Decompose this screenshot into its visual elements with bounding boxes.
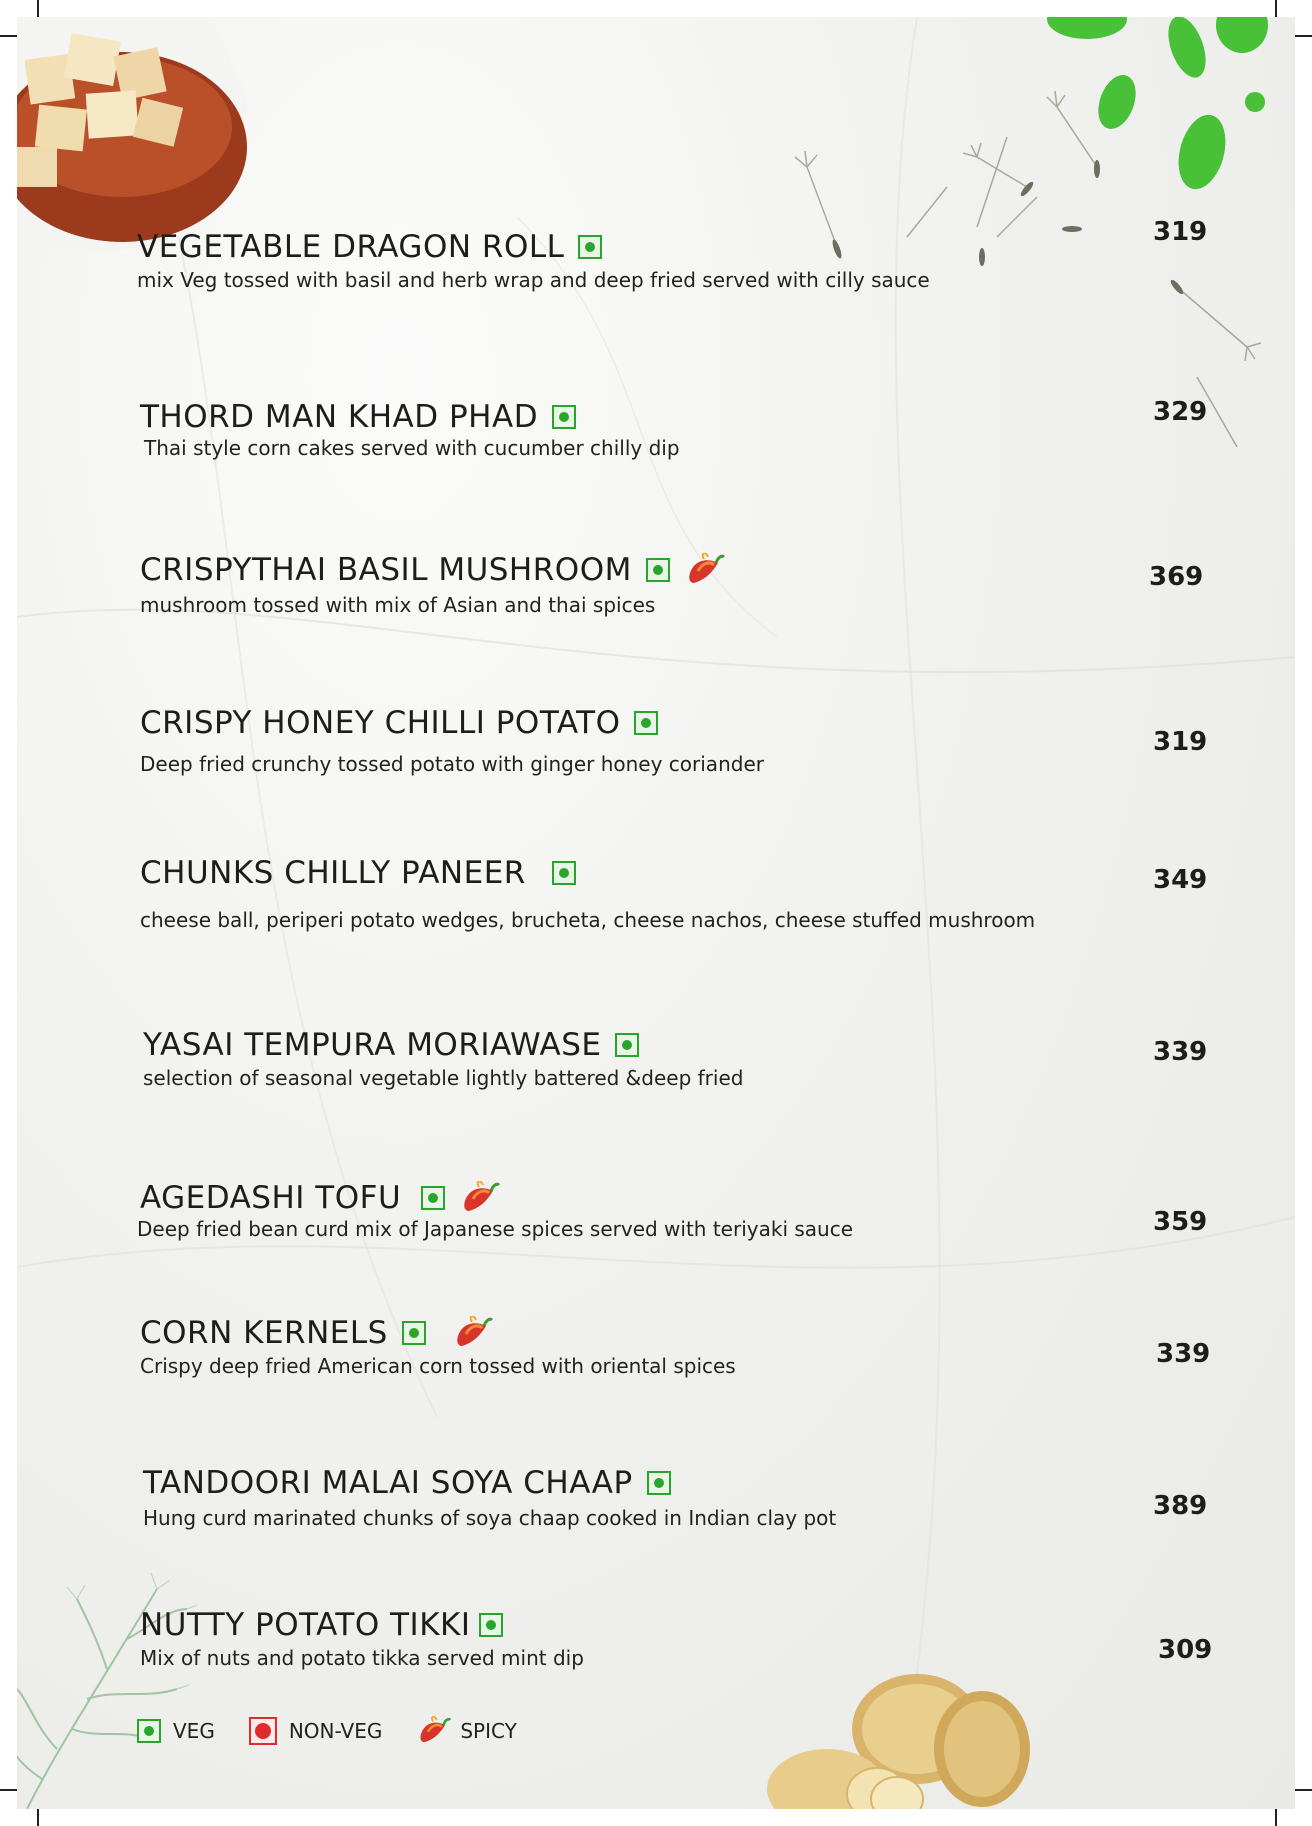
item-price: 339 <box>1153 1037 1208 1067</box>
crop-mark <box>1275 1808 1277 1826</box>
menu-item <box>140 552 1220 619</box>
menu-item <box>137 1180 1220 1243</box>
veg-icon <box>552 861 576 885</box>
item-price: 329 <box>1153 397 1208 427</box>
item-name: CHUNKS CHILLY PANEER <box>140 855 526 891</box>
item-description: Hung curd marinated chunks of soya chaap cooked in Indian clay pot <box>143 1506 837 1530</box>
item-name: TANDOORI MALAI SOYA CHAAP <box>143 1465 633 1501</box>
crop-mark <box>1294 35 1312 37</box>
crop-mark <box>0 35 18 37</box>
legend-non-veg-label: NON-VEG <box>288 1719 383 1743</box>
item-price: 389 <box>1153 1491 1208 1521</box>
item-description: Deep fried bean curd mix of Japanese spices served with teriyaki sauce <box>137 1217 854 1241</box>
chili-icon <box>459 1181 501 1215</box>
menu-item <box>140 1465 1220 1532</box>
menu-item <box>140 1315 1220 1380</box>
item-name: CORN KERNELS <box>140 1315 388 1351</box>
veg-icon <box>646 558 670 582</box>
legend-spicy-label: SPICY <box>460 1719 517 1743</box>
veg-icon <box>137 1719 161 1743</box>
chili-icon <box>452 1316 494 1350</box>
chili-icon <box>684 553 726 587</box>
item-price: 319 <box>1153 217 1208 247</box>
item-description: Mix of nuts and potato tikka served mint dip <box>140 1646 584 1670</box>
menu-item <box>137 229 1217 294</box>
veg-icon <box>578 235 602 259</box>
veg-icon <box>552 405 576 429</box>
veg-icon <box>421 1186 445 1210</box>
potato-image <box>767 1669 1037 1809</box>
menu-item <box>140 1027 1220 1092</box>
item-price: 339 <box>1156 1339 1211 1369</box>
veg-icon <box>647 1471 671 1495</box>
crop-mark <box>0 1789 18 1791</box>
paneer-bowl-image <box>17 17 257 262</box>
crop-mark <box>37 1808 39 1826</box>
chili-icon <box>416 1716 452 1746</box>
menu-item <box>140 399 1220 462</box>
item-name: CRISPYTHAI BASIL MUSHROOM <box>140 552 632 588</box>
menu-item <box>140 1607 1220 1672</box>
veg-icon <box>615 1033 639 1057</box>
item-description: mix Veg tossed with basil and herb wrap and deep fried served with cilly sauce <box>137 268 930 292</box>
item-name: AGEDASHI TOFU <box>140 1180 402 1216</box>
item-price: 309 <box>1158 1635 1213 1665</box>
menu-item <box>140 855 1220 933</box>
non-veg-icon <box>249 1717 277 1745</box>
item-description: cheese ball, periperi potato wedges, brucheta, cheese nachos, cheese stuffed mushroom <box>140 908 1036 932</box>
legend <box>137 1716 539 1746</box>
crop-mark <box>37 0 39 18</box>
item-price: 319 <box>1153 727 1208 757</box>
item-description: selection of seasonal vegetable lightly battered &deep fried <box>143 1066 744 1090</box>
item-description: Crispy deep fried American corn tossed with oriental spices <box>140 1354 736 1378</box>
item-description: Deep fried crunchy tossed potato with ginger honey coriander <box>140 752 764 776</box>
item-price: 359 <box>1153 1207 1208 1237</box>
item-name: THORD MAN KHAD PHAD <box>140 399 539 435</box>
veg-icon <box>479 1613 503 1637</box>
menu-page <box>17 17 1295 1809</box>
crop-mark <box>1275 0 1277 18</box>
crop-mark <box>1294 1789 1312 1791</box>
item-price: 349 <box>1153 865 1208 895</box>
item-price: 369 <box>1149 562 1204 592</box>
item-name: VEGETABLE DRAGON ROLL <box>137 229 565 265</box>
veg-icon <box>402 1321 426 1345</box>
item-name: NUTTY POTATO TIKKI <box>140 1607 471 1643</box>
veg-icon <box>634 711 658 735</box>
item-description: mushroom tossed with mix of Asian and thai spices <box>140 593 656 617</box>
menu-item <box>140 705 1220 778</box>
item-description: Thai style corn cakes served with cucumber chilly dip <box>144 436 680 460</box>
item-name: CRISPY HONEY CHILLI POTATO <box>140 705 621 741</box>
legend-veg-label: VEG <box>173 1719 215 1743</box>
item-name: YASAI TEMPURA MORIAWASE <box>143 1027 602 1063</box>
dill-herb-image <box>17 1549 217 1809</box>
